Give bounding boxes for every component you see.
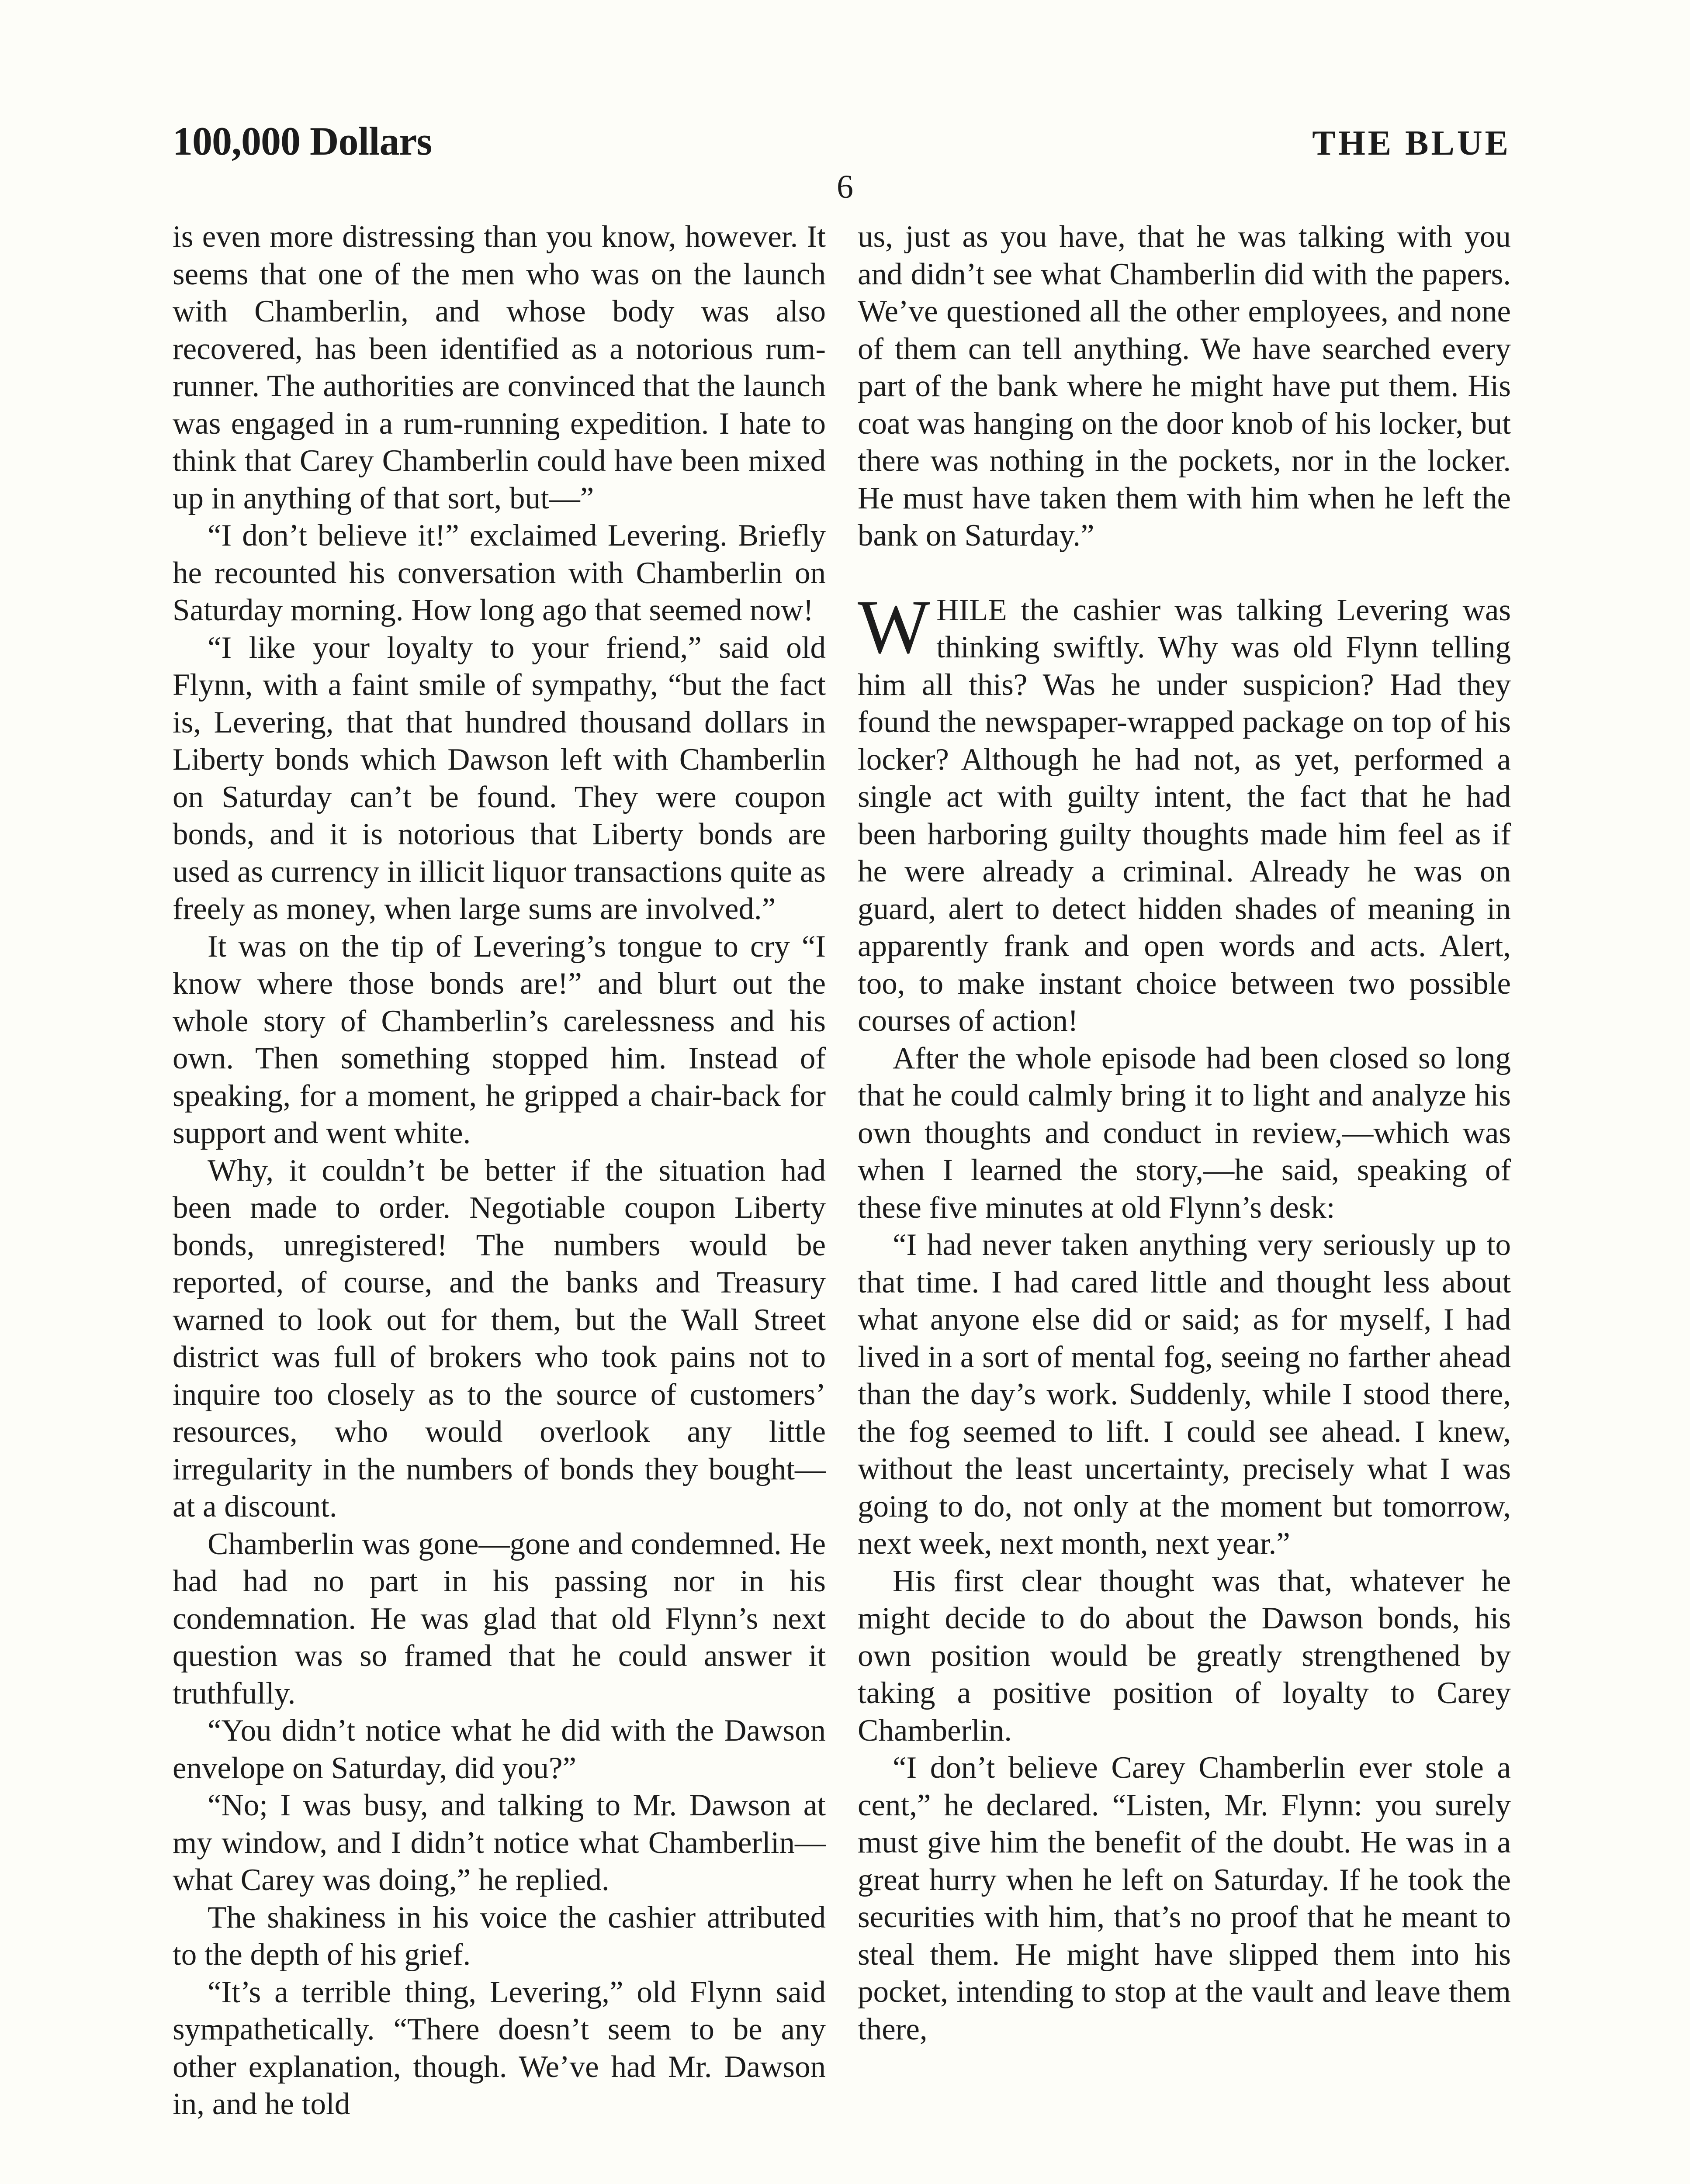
paragraph: “I like your loyalty to your friend,” said old Flynn, with a faint smile of sympathy, “but the fact is, Levering, that that hundred thousand dollars in Liberty bonds which Dawson left with Chamberlin on Saturday can’t be found. They were coupon bonds, and it is notorious that Liberty bonds are used as currency in illicit liquor transactions quite as freely as money, when large sums are involved.” (173, 630, 826, 926)
page-number: 6 (837, 169, 853, 205)
paragraph: The shakiness in his voice the cashier attributed to the depth of his grief. (173, 1900, 826, 1972)
section-break-text: HILE the cashier was talking Levering was thinking swiftly. Why was old Flynn telling him all this? Was he under suspicion? Had they found the newspaper-wrapped package on top of his locker? Although he had not, as yet, performed a single act with guilty intent, the fact that he had been harboring guilty thoughts made him feel as if he were already a criminal. Already he was on guard, alert to detect hidden shades of meaning in apparently frank and open words and acts. Alert, too, to make instant choice between two possible courses of action! (858, 593, 1511, 1038)
paragraph: Why, it couldn’t be better if the situation had been made to order. Negotiable coupon Liberty bonds, unregistered! The numbers would be reported, of course, and the banks and Treasury warned to look out for them, but the Wall Street district was full of brokers who took pains not to inquire too closely as to the source of customers’ resources, who would overlook any little irregularity in the numbers of bonds they bought—at a discount. (173, 1153, 826, 1524)
paragraph: “I had never taken anything very seriously up to that time. I had cared little and thought less about what anyone else did or said; as for myself, I had lived in a sort of mental fog, seeing no farther ahead than the day’s work. Suddenly, while I stood there, the fog seemed to lift. I could see ahead. I knew, without the least uncertainty, precisely what I was going to do, not only at the moment but tomorrow, next week, next month, next year.” (858, 1228, 1511, 1561)
paragraph: “I don’t believe Carey Chamberlin ever stole a cent,” he declared. “Listen, Mr. Flynn: you surely must give him the benefit of the doubt. He was in a great hurry when he left on Saturday. If he took the securities with him, that’s no proof that he meant to steal them. He might have slipped them into his pocket, intending to stop at the vault and leave them there, (858, 1751, 1511, 2046)
paragraph: It was on the tip of Levering’s tongue to cry “I know where those bonds are!” and blurt out the whole story of Chamberlin’s carelessness and his own. Then something stopped him. Instead of speaking, for a moment, he gripped a chair-back for support and went white. (173, 929, 826, 1150)
paragraph: “I don’t believe it!” exclaimed Levering. Briefly he recounted his conversation with Chamberlin on Saturday morning. How long ago that seemed now! (173, 518, 826, 627)
paragraph: “You didn’t notice what he did with the Dawson envelope on Saturday, did you?” (173, 1714, 826, 1785)
drop-cap: W (858, 584, 931, 670)
paragraph: us, just as you have, that he was talking with you and didn’t see what Chamberlin did with the papers. We’ve questioned all the other employees, and none of them can tell anything. We have searched every part of the bank where he might have put them. His coat was hanging on the door knob of his locker, but there was nothing in the pockets, nor in the locker. He must have taken them with him when he left the bank on Saturday.” (858, 220, 1511, 553)
right-column (858, 218, 1511, 2184)
paragraph: After the whole episode had been closed so long that he could calmly bring it to light and analyze his own thoughts and conduct in review,—which was when I learned the story,—he said, speaking of these five minutes at old Flynn’s desk: (858, 1041, 1511, 1225)
paragraph: Chamberlin was gone—gone and condemned. He had had no part in his passing nor in his condemnation. He was glad that old Flynn’s next question was so framed that he could answer it truthfully. (173, 1527, 826, 1711)
paragraph: “No; I was busy, and talking to Mr. Dawson at my window, and I didn’t notice what Chamberlin—what Carey was doing,” he replied. (173, 1788, 826, 1897)
paragraph: is even more distressing than you know, however. It seems that one of the men who was on the launch with Chamberlin, and whose body was also recovered, has been identified as a notorious rum-runner. The authorities are convinced that the launch was engaged in a rum-running expedition. I hate to think that Carey Chamberlin could have been mixed up in anything of that sort, but—” (173, 220, 826, 515)
paragraph: “It’s a terrible thing, Levering,” old Flynn said sympathetically. “There doesn’t seem to be any other explanation, though. We’ve had Mr. Dawson in, and he told (173, 1975, 826, 2121)
paragraph: His first clear thought was that, whatever he might decide to do about the Dawson bonds, his own position would be greatly strengthened by taking a positive position of loyalty to Carey Chamberlin. (858, 1564, 1511, 1748)
story-title: 100,000 Dollars (173, 119, 432, 163)
running-head (173, 118, 1511, 164)
section-break-paragraph (858, 584, 1511, 1040)
text-columns (173, 218, 1511, 2184)
magazine-name: THE BLUE (1312, 124, 1511, 162)
left-column (173, 218, 826, 2184)
